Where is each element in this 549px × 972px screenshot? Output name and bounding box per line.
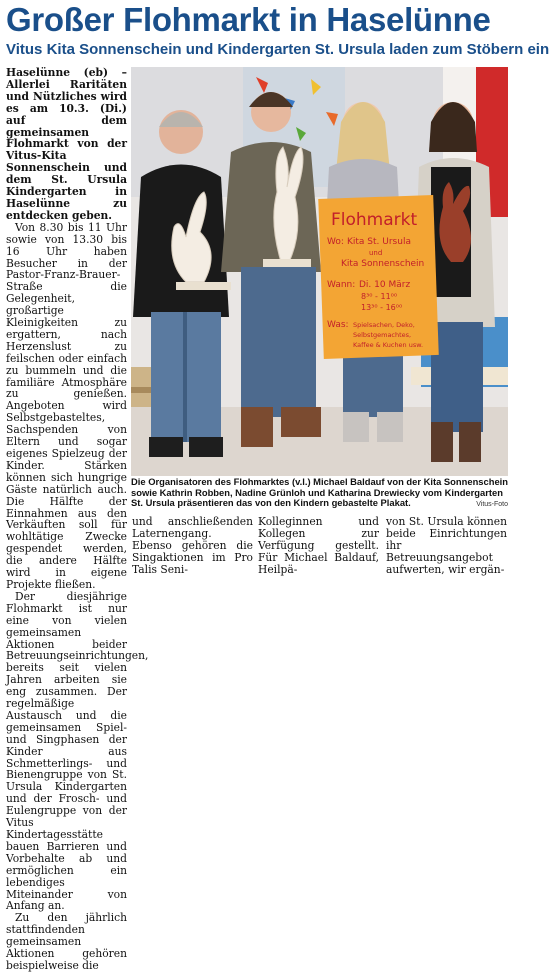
headline: Großer Flohmarkt in Haselünne bbox=[6, 1, 491, 38]
poster-was-label: Was: bbox=[327, 320, 349, 330]
article-photo bbox=[131, 67, 508, 476]
poster-time-1: 8³⁰ - 11⁰⁰ bbox=[361, 292, 398, 301]
poster-und: und bbox=[369, 249, 383, 257]
bottom-text-2: und anschließenden Laternengang. Ebenso gehören die Singaktionen im Pro Talis Seni- bbox=[132, 515, 253, 576]
poster-wann-date: Di. 10 März bbox=[359, 280, 411, 290]
poster-wo-1: Kita St. Ursula bbox=[347, 237, 411, 247]
poster-wo-label: Wo: bbox=[327, 237, 344, 247]
bottom-text-3: Kolleginnen und Kollegen zur Verfügung gestellt. Für Michael Baldauf, Heilpä- bbox=[258, 515, 379, 576]
article-column-left bbox=[6, 66, 149, 972]
article-column-4 bbox=[386, 515, 507, 576]
poster-was-3: Kaffee & Kuchen usw. bbox=[353, 341, 424, 349]
lead-paragraph: Haselünne (eb) – Allerlei Raritäten und Nützliches wird es am 10.3. (Di.) auf dem gemeinsamen Flohmarkt von der Vitus-Kita Sonnenschein und dem St. Ursula Kindergarten in Haselünne zu entdecken geben. bbox=[6, 66, 127, 222]
poster-was-2: Selbstgemachtes, bbox=[353, 331, 412, 339]
article-column-3 bbox=[258, 515, 379, 576]
subheadline: Vitus Kita Sonnenschein und Kindergarten St. Ursula laden zum Stöbern ein bbox=[6, 41, 549, 58]
body-paragraph-2: Der diesjährige Flohmarkt ist nur eine von vielen gemeinsamen Aktionen beider Betreuungseinrichtungen, bereits seit vielen Jahren arbeiten sie eng zusammen. Der regelmäßige Austausch und die gemeinsamen Spiel- und Singphasen der Kinder aus Schmetterlings- und Bienengruppe von St. Ursula Kindergarten und der Frosch- und Eulengruppe von der Vitus Kindertagesstätte bauen Barrieren und Vorbehalte ab und ermöglichen ein lebendiges Miteinander von Anfang an. bbox=[6, 589, 149, 913]
photo-credit: Vitus-Foto bbox=[476, 501, 508, 508]
body-paragraph-3: Zu den jährlich stattfindenden gemeinsamen Aktionen gehören beispielweise die bbox=[6, 911, 127, 972]
poster-wann-label: Wann: bbox=[327, 280, 356, 290]
body-paragraph-1: Von 8.30 bis 11 Uhr sowie von 13.30 bis 16 Uhr haben Besucher in der Pastor-Franz-Brauer-Straße die Gelegenheit, großartige Kleinigkeiten zu ergattern, nach Herzenslust zu feilschen oder einfach zu bummeln und die familiäre Atmosphäre zu genießen. Angeboten wird Selbstgebasteltes, Sachspenden von Eltern und sogar eigenes Spielzeug der Kinder. Stärken können sich hungrige Gäste natürlich auch. Die Hälfte der Einnahmen aus den Verkäuften soll für wohltätige Zwecke gespendet werden, die andere Hälfte wird in eigene Projekte fließen. bbox=[6, 220, 127, 591]
flohmarkt-poster bbox=[318, 195, 439, 359]
photo-caption: Die Organisatoren des Flohmarktes (v.l.) Michael Baldauf von der Kita Sonnenschein sowie Kathrin Robben, Nadine Grünloh und Katharina Drewiecky vom Kindergarten St. Ursula präsentieren das von den Kindern gebastelte Plakat. bbox=[131, 476, 508, 509]
poster-title: Flohmarkt bbox=[331, 210, 418, 230]
article-column-2 bbox=[132, 515, 253, 576]
bottom-text-4: von St. Ursula können beide Einrichtungen ihr Betreuungsangebot aufwerten, wir ergän- bbox=[386, 515, 507, 576]
poster-was-1: Spielsachen, Deko, bbox=[353, 321, 415, 329]
poster-time-2: 13³⁰ - 16⁰⁰ bbox=[361, 303, 403, 312]
poster-wo-2: Kita Sonnenschein bbox=[341, 259, 425, 269]
